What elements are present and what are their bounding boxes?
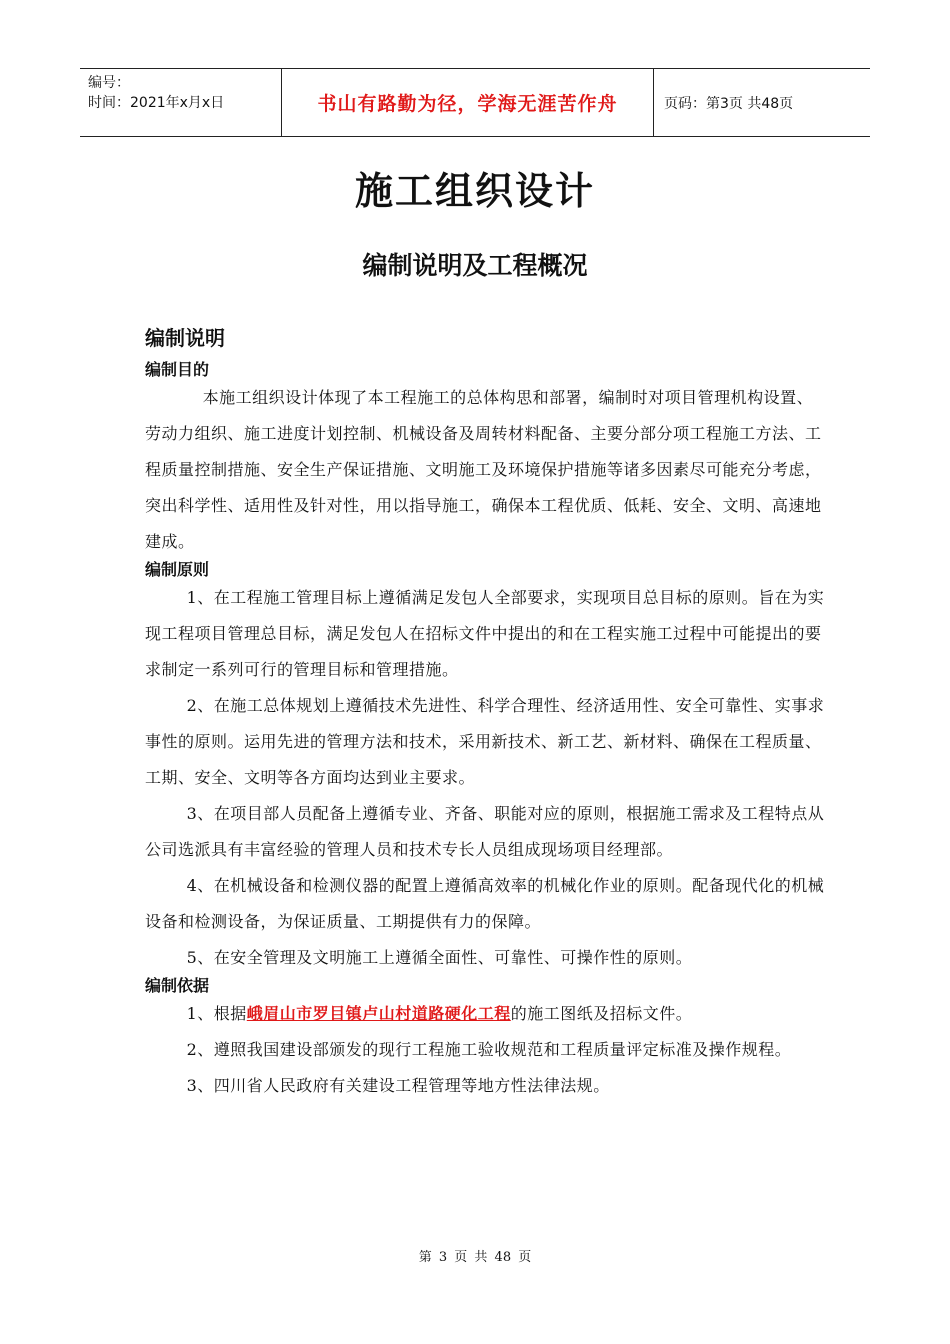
- header-meta: [80, 69, 282, 136]
- basis-item-1-prefix: 1、根据: [186, 1004, 247, 1023]
- header-motto: 书山有路勤为径，学海无涯苦作舟: [317, 93, 618, 115]
- principles-heading: 编制原则: [145, 560, 210, 579]
- document-body: [145, 320, 825, 1104]
- purpose-paragraph: 本施工组织设计体现了本工程施工的总体构思和部署，编制时对项目管理机构设置、劳动力组织、施工进度计划控制、机械设备及周转材料配备、主要分部分项工程施工方法、工程质量控制措施、安全生产保证措施、文明施工及环境保护措施等诸多因素尽可能充分考虑，突出科学性、适用性及针对性，用以指导施工，确保本工程优质、低耗、安全、文明、高速地建成。: [145, 388, 822, 551]
- principle-item: 4、在机械设备和检测仪器的配置上遵循高效率的机械化作业的原则。配备现代化的机械设备和检测设备，为保证质量、工期提供有力的保障。: [145, 876, 825, 931]
- principle-item: 2、在施工总体规划上遵循技术先进性、科学合理性、经济适用性、安全可靠性、实事求事性的原则。运用先进的管理方法和技术，采用新技术、新工艺、新材料、确保在工程质量、工期、安全、文明等各方面均达到业主要求。: [145, 696, 825, 787]
- document-title: 施工组织设计: [354, 168, 595, 213]
- header-table: [80, 68, 870, 137]
- purpose-heading: 编制目的: [145, 360, 210, 379]
- section-heading: 编制说明: [145, 326, 225, 350]
- basis-item-3: 3、四川省人民政府有关建设工程管理等地方性法律法规。: [186, 1076, 610, 1095]
- basis-item-2: 2、遵照我国建设部颁发的现行工程施工验收规范和工程质量评定标准及操作规程。: [186, 1040, 792, 1059]
- document-subtitle: 编制说明及工程概况: [362, 251, 588, 280]
- number-label: 编号：: [88, 75, 130, 91]
- basis-item-1: [145, 996, 825, 1032]
- header-page-info: 页码：第3页 共48页: [664, 95, 794, 112]
- principle-item: 3、在项目部人员配备上遵循专业、齐备、职能对应的原则，根据施工需求及工程特点从公司选派具有丰富经验的管理人员和技术专长人员组成现场项目经理部。: [145, 804, 825, 859]
- header-motto-cell: [282, 69, 654, 136]
- principle-item: 1、在工程施工管理目标上遵循满足发包人全部要求，实现项目总目标的原则。旨在为实现工程项目管理总目标，满足发包人在招标文件中提出的和在工程实施工过程中可能提出的要求制定一系列可行的管理目标和管理措施。: [145, 588, 825, 679]
- basis-heading: 编制依据: [145, 976, 210, 995]
- basis-item-1-suffix: 的施工图纸及招标文件。: [510, 1004, 693, 1023]
- page-footer: 第 3 页 共 48 页: [418, 1250, 532, 1265]
- project-name-link: 峨眉山市罗目镇卢山村道路硬化工程: [246, 1004, 511, 1023]
- time-label: 时间：2021年x月x日: [88, 95, 225, 111]
- principle-item: 5、在安全管理及文明施工上遵循全面性、可靠性、可操作性的原则。: [186, 948, 693, 967]
